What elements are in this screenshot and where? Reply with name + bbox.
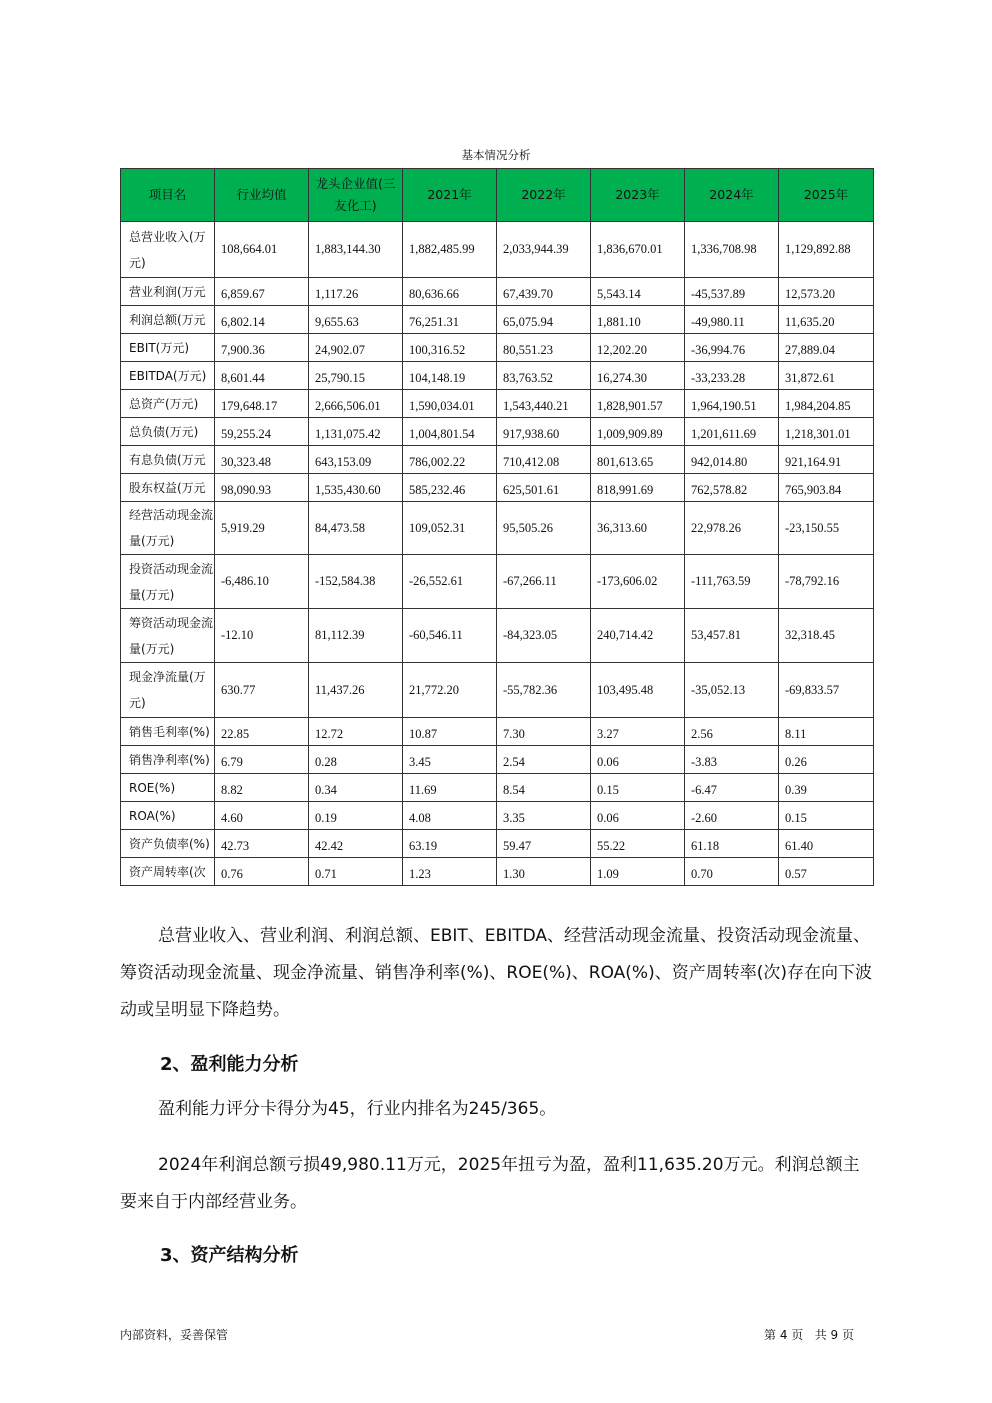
table-cell: 762,578.82 (685, 474, 779, 502)
table-cell: 1,009,909.89 (591, 418, 685, 446)
table-cell: 1,590,034.01 (403, 390, 497, 418)
table-cell: 84,473.58 (309, 502, 403, 555)
table-row (121, 858, 874, 886)
row-label: 销售净利率(%) (121, 746, 215, 774)
table-cell: -84,323.05 (497, 609, 591, 663)
summary-paragraph: 总营业收入、营业利润、利润总额、EBIT、EBITDA、经营活动现金流量、投资活动现金流量、筹资活动现金流量、现金净流量、销售净利率(%)、ROE(%)、ROA(%)、资产周转率(次)存在向下波动或呈明显下降趋势。 (120, 926, 872, 1020)
table-cell: 801,613.65 (591, 446, 685, 474)
table-cell: 2.54 (497, 746, 591, 774)
row-label: 投资活动现金流量(万元) (121, 555, 215, 609)
table-cell: 3.45 (403, 746, 497, 774)
table-header-row (121, 169, 874, 222)
table-cell: 921,164.91 (779, 446, 874, 474)
table-cell: 53,457.81 (685, 609, 779, 663)
table-cell: 1.30 (497, 858, 591, 886)
table-cell: 2,666,506.01 (309, 390, 403, 418)
row-label: 资产负债率(%) (121, 830, 215, 858)
table-cell: 643,153.09 (309, 446, 403, 474)
table-row (121, 718, 874, 746)
table-cell: 1,543,440.21 (497, 390, 591, 418)
header-2022: 2022年 (497, 169, 591, 222)
table-cell: 12.72 (309, 718, 403, 746)
table-cell: 42.42 (309, 830, 403, 858)
table-cell: -12.10 (215, 609, 309, 663)
table-row (121, 306, 874, 334)
row-label: EBIT(万元) (121, 334, 215, 362)
table-cell: 11,437.26 (309, 663, 403, 718)
row-label: 股东权益(万元 (121, 474, 215, 502)
table-cell: 0.76 (215, 858, 309, 886)
table-cell: 108,664.01 (215, 222, 309, 278)
table-cell: 22.85 (215, 718, 309, 746)
table-cell: 63.19 (403, 830, 497, 858)
table-cell: 30,323.48 (215, 446, 309, 474)
header-2023: 2023年 (591, 169, 685, 222)
table-cell: 0.57 (779, 858, 874, 886)
table-row (121, 746, 874, 774)
footer-page-number: 第 4 页 共 9 页 (764, 1328, 854, 1342)
table-cell: 0.06 (591, 746, 685, 774)
table-cell: 100,316.52 (403, 334, 497, 362)
basic-analysis-table (120, 168, 874, 886)
row-label: 总资产(万元) (121, 390, 215, 418)
table-cell: 1.23 (403, 858, 497, 886)
header-item-name: 项目名 (121, 169, 215, 222)
table-row (121, 663, 874, 718)
table-cell: -36,994.76 (685, 334, 779, 362)
table-cell: 65,075.94 (497, 306, 591, 334)
table-cell: 1,882,485.99 (403, 222, 497, 278)
table-cell: 3.35 (497, 802, 591, 830)
table-caption: 基本情况分析 (461, 148, 531, 162)
table-cell: 5,919.29 (215, 502, 309, 555)
row-label: 营业利润(万元 (121, 278, 215, 306)
table-cell: 11.69 (403, 774, 497, 802)
header-2024: 2024年 (685, 169, 779, 222)
table-cell: -35,052.13 (685, 663, 779, 718)
table-cell: 1,883,144.30 (309, 222, 403, 278)
table-cell: 179,648.17 (215, 390, 309, 418)
table-cell: 7.30 (497, 718, 591, 746)
table-cell: 1,131,075.42 (309, 418, 403, 446)
table-cell: 22,978.26 (685, 502, 779, 555)
table-cell: 25,790.15 (309, 362, 403, 390)
table-cell: 1,117.26 (309, 278, 403, 306)
table-cell: 98,090.93 (215, 474, 309, 502)
section-2-heading: 2、盈利能力分析 (160, 1054, 299, 1075)
table-cell: 1.09 (591, 858, 685, 886)
table-cell: 0.28 (309, 746, 403, 774)
table-cell: 31,872.61 (779, 362, 874, 390)
table-cell: -69,833.57 (779, 663, 874, 718)
row-label: 有息负债(万元 (121, 446, 215, 474)
table-row (121, 278, 874, 306)
footer-confidential: 内部资料，妥善保管 (120, 1328, 229, 1342)
table-row (121, 362, 874, 390)
table-cell: 1,964,190.51 (685, 390, 779, 418)
table-cell: 42.73 (215, 830, 309, 858)
table-cell: 0.71 (309, 858, 403, 886)
row-label: 利润总额(万元 (121, 306, 215, 334)
table-cell: 818,991.69 (591, 474, 685, 502)
header-industry-avg: 行业均值 (215, 169, 309, 222)
table-cell: 9,655.63 (309, 306, 403, 334)
table-cell: 3.27 (591, 718, 685, 746)
table-row (121, 474, 874, 502)
table-cell: -6.47 (685, 774, 779, 802)
table-cell: 16,274.30 (591, 362, 685, 390)
table-cell: 1,129,892.88 (779, 222, 874, 278)
table-row (121, 418, 874, 446)
table-cell: -26,552.61 (403, 555, 497, 609)
table-cell: 4.60 (215, 802, 309, 830)
table-cell: 80,551.23 (497, 334, 591, 362)
table-cell: 0.19 (309, 802, 403, 830)
table-cell: 59,255.24 (215, 418, 309, 446)
table-cell: 1,218,301.01 (779, 418, 874, 446)
header-2025: 2025年 (779, 169, 874, 222)
table-cell: 1,535,430.60 (309, 474, 403, 502)
table-cell: 11,635.20 (779, 306, 874, 334)
row-label: EBITDA(万元) (121, 362, 215, 390)
table-cell: 786,002.22 (403, 446, 497, 474)
table-cell: -67,266.11 (497, 555, 591, 609)
profitability-score-text: 盈利能力评分卡得分为45，行业内排名为245/365。 (158, 1099, 557, 1119)
section-3-heading: 3、资产结构分析 (160, 1245, 299, 1266)
header-2021: 2021年 (403, 169, 497, 222)
table-row (121, 446, 874, 474)
row-label: 筹资活动现金流量(万元) (121, 609, 215, 663)
table-cell: 8.11 (779, 718, 874, 746)
table-cell: 8.82 (215, 774, 309, 802)
table-cell: 0.70 (685, 858, 779, 886)
table-cell: 1,828,901.57 (591, 390, 685, 418)
table-cell: -78,792.16 (779, 555, 874, 609)
table-cell: 1,881.10 (591, 306, 685, 334)
table-cell: 1,984,204.85 (779, 390, 874, 418)
table-cell: 630.77 (215, 663, 309, 718)
table-cell: 942,014.80 (685, 446, 779, 474)
table-cell: -2.60 (685, 802, 779, 830)
table-cell: 1,201,611.69 (685, 418, 779, 446)
table-cell: -55,782.36 (497, 663, 591, 718)
table-cell: 67,439.70 (497, 278, 591, 306)
table-cell: -111,763.59 (685, 555, 779, 609)
table-row (121, 830, 874, 858)
table-cell: 81,112.39 (309, 609, 403, 663)
table-cell: 95,505.26 (497, 502, 591, 555)
table-cell: 0.06 (591, 802, 685, 830)
table-row (121, 222, 874, 278)
table-cell: -33,233.28 (685, 362, 779, 390)
table-cell: 0.39 (779, 774, 874, 802)
table-cell: -173,606.02 (591, 555, 685, 609)
table-cell: 6,859.67 (215, 278, 309, 306)
table-cell: 8.54 (497, 774, 591, 802)
table-cell: 1,836,670.01 (591, 222, 685, 278)
table-cell: 0.34 (309, 774, 403, 802)
table-cell: 24,902.07 (309, 334, 403, 362)
table-cell: -49,980.11 (685, 306, 779, 334)
table-cell: 10.87 (403, 718, 497, 746)
table-cell: 8,601.44 (215, 362, 309, 390)
table-cell: 5,543.14 (591, 278, 685, 306)
row-label: 销售毛利率(%) (121, 718, 215, 746)
table-cell: 625,501.61 (497, 474, 591, 502)
table-cell: -3.83 (685, 746, 779, 774)
table-cell: 83,763.52 (497, 362, 591, 390)
table-cell: 76,251.31 (403, 306, 497, 334)
table-cell: -152,584.38 (309, 555, 403, 609)
table-cell: 32,318.45 (779, 609, 874, 663)
table-cell: 240,714.42 (591, 609, 685, 663)
table-cell: 109,052.31 (403, 502, 497, 555)
row-label: ROE(%) (121, 774, 215, 802)
table-row (121, 555, 874, 609)
table-cell: 0.26 (779, 746, 874, 774)
table-cell: 0.15 (591, 774, 685, 802)
table-cell: 61.18 (685, 830, 779, 858)
row-label: ROA(%) (121, 802, 215, 830)
header-leader-value: 龙头企业值(三友化工) (309, 169, 403, 222)
table-cell: -60,546.11 (403, 609, 497, 663)
table-cell: 1,004,801.54 (403, 418, 497, 446)
table-cell: 4.08 (403, 802, 497, 830)
table-cell: 710,412.08 (497, 446, 591, 474)
table-cell: 103,495.48 (591, 663, 685, 718)
table-row (121, 609, 874, 663)
row-label: 现金净流量(万元) (121, 663, 215, 718)
profit-description-text: 2024年利润总额亏损49,980.11万元，2025年扭亏为盈，盈利11,635.20万元。利润总额主要来自于内部经营业务。 (120, 1155, 860, 1212)
row-label: 资产周转率(次 (121, 858, 215, 886)
row-label: 经营活动现金流量(万元) (121, 502, 215, 555)
table-cell: 765,903.84 (779, 474, 874, 502)
table-cell: 36,313.60 (591, 502, 685, 555)
table-cell: -6,486.10 (215, 555, 309, 609)
table-cell: -23,150.55 (779, 502, 874, 555)
table-cell: 27,889.04 (779, 334, 874, 362)
table-cell: 104,148.19 (403, 362, 497, 390)
table-cell: 55.22 (591, 830, 685, 858)
row-label: 总营业收入(万元) (121, 222, 215, 278)
row-label: 总负债(万元) (121, 418, 215, 446)
table-cell: 917,938.60 (497, 418, 591, 446)
table-cell: 59.47 (497, 830, 591, 858)
table-row (121, 502, 874, 555)
table-row (121, 390, 874, 418)
table-cell: 2.56 (685, 718, 779, 746)
table-cell: 61.40 (779, 830, 874, 858)
table-cell: 12,573.20 (779, 278, 874, 306)
table-cell: 6.79 (215, 746, 309, 774)
table-cell: 12,202.20 (591, 334, 685, 362)
table-row (121, 334, 874, 362)
table-cell: 585,232.46 (403, 474, 497, 502)
table-cell: 0.15 (779, 802, 874, 830)
table-row (121, 774, 874, 802)
table-cell: 6,802.14 (215, 306, 309, 334)
table-cell: 80,636.66 (403, 278, 497, 306)
table-cell: -45,537.89 (685, 278, 779, 306)
table-cell: 21,772.20 (403, 663, 497, 718)
table-row (121, 802, 874, 830)
table-body (121, 222, 874, 886)
table-cell: 7,900.36 (215, 334, 309, 362)
table-cell: 2,033,944.39 (497, 222, 591, 278)
table-cell: 1,336,708.98 (685, 222, 779, 278)
